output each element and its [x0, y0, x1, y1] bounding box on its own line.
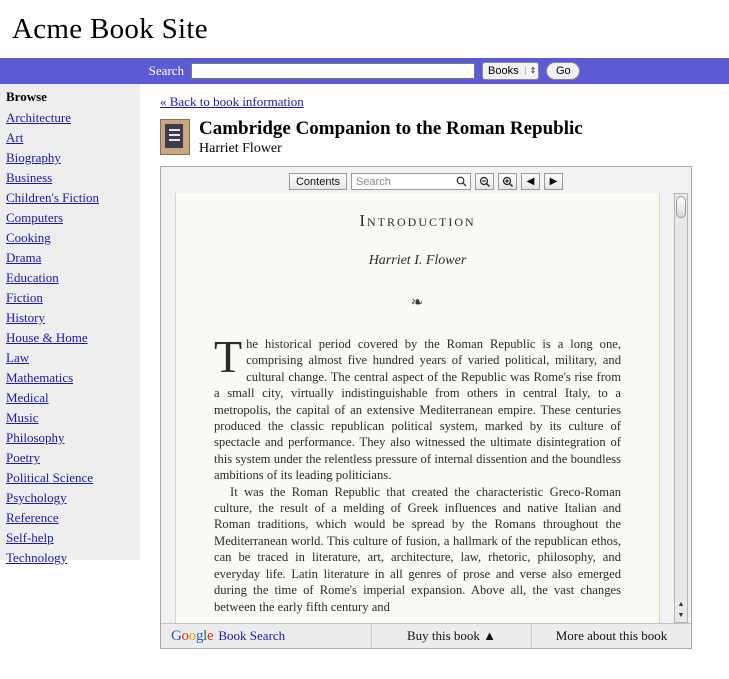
sidebar-heading: Browse — [6, 89, 47, 104]
page-paragraph-1 — [214, 331, 621, 484]
page-area — [161, 193, 691, 623]
search-scope-select[interactable] — [482, 62, 539, 80]
previous-page-icon[interactable]: ◀ — [521, 173, 540, 190]
book-page — [175, 193, 660, 623]
sidebar-item-education[interactable]: Education — [6, 270, 59, 285]
google-logo-icon — [171, 628, 213, 645]
buy-this-book-button[interactable]: Buy this book ▲ — [371, 624, 531, 648]
scroll-up-icon[interactable]: ▲ — [677, 601, 685, 608]
more-about-this-book-button[interactable]: More about this book — [531, 624, 691, 648]
book-search-brand — [161, 628, 371, 645]
logo-letter-g2: g — [195, 627, 204, 644]
page-chapter-title: Introduction — [359, 211, 476, 230]
sidebar-item-poetry[interactable]: Poetry — [6, 450, 40, 465]
site-header — [0, 0, 729, 58]
page-body — [0, 84, 729, 679]
logo-letter-o1: o — [181, 627, 189, 644]
logo-letter-g1: G — [171, 627, 182, 644]
sidebar-item-technology[interactable]: Technology — [6, 550, 68, 565]
book-header — [160, 119, 729, 157]
page-scrollbar[interactable] — [674, 193, 688, 623]
logo-letter-l: l — [203, 627, 208, 644]
viewer-footer — [161, 623, 691, 648]
sidebar-item-drama[interactable]: Drama — [6, 250, 42, 265]
site-title: Acme Book Site — [12, 12, 208, 45]
sidebar-item-law[interactable]: Law — [6, 350, 30, 365]
sidebar-item-house-and-home[interactable]: House & Home — [6, 330, 88, 345]
book-viewer — [160, 166, 692, 649]
viewer-search-input[interactable] — [351, 173, 471, 190]
sidebar-item-philosophy[interactable]: Philosophy — [6, 430, 65, 445]
sidebar-item-self-help[interactable]: Self-help — [6, 530, 54, 545]
sidebar-item-political-science[interactable]: Political Science — [6, 470, 94, 485]
ornament-icon: ❧ — [410, 295, 425, 311]
contents-button[interactable]: Contents — [289, 173, 347, 190]
page-paragraph-2: It was the Roman Republic that created the characteristic Greco-Roman culture, the result of a melding of Greek influences and native Italian and Roman traditions, which would be spread by the Romans throughout the Mediterranean world. This culture of fusion, a hallmark of the republican ethos, can be traced in literature, art, architecture, law, rhetoric, philosophy, and everyday life. Latin literature in all genres of prose and verse also emerged during the time of Rome's imperial expansion. Above all, the vast changes between the early fifth century and — [214, 484, 621, 614]
zoom-in-icon[interactable] — [498, 173, 517, 190]
zoom-out-icon[interactable] — [475, 173, 494, 190]
back-to-book-information-link[interactable]: « Back to book information — [160, 94, 304, 109]
sidebar-item-mathematics[interactable]: Mathematics — [6, 370, 74, 385]
sidebar-item-biography[interactable]: Biography — [6, 150, 61, 165]
search-icon[interactable] — [456, 176, 467, 190]
sidebar-item-art[interactable]: Art — [6, 130, 24, 145]
go-button[interactable]: Go — [546, 62, 580, 80]
sidebar-item-childrens-fiction[interactable]: Children's Fiction — [6, 190, 99, 205]
book-author: Harriet Flower — [199, 141, 282, 156]
sidebar-item-computers[interactable]: Computers — [6, 210, 64, 225]
book-cover-thumbnail-icon — [160, 119, 190, 155]
book-title: Cambridge Companion to the Roman Republic — [199, 118, 583, 139]
sidebar-item-history[interactable]: History — [6, 310, 45, 325]
logo-letter-o2: o — [188, 627, 196, 644]
logo-letter-e: e — [207, 627, 214, 644]
viewer-search-placeholder: Search — [356, 175, 391, 188]
search-input[interactable] — [191, 63, 475, 79]
sidebar-item-fiction[interactable]: Fiction — [6, 290, 43, 305]
sidebar-item-medical[interactable]: Medical — [6, 390, 49, 405]
scroll-down-icon[interactable]: ▼ — [677, 612, 685, 619]
sidebar-item-psychology[interactable]: Psychology — [6, 490, 67, 505]
page-text — [214, 331, 621, 615]
search-bar — [0, 58, 729, 84]
page-paragraph-1-text: he historical period covered by the Roman Republic is a long one, comprising almost five hundred years of varied political, military, and cultural change. The central aspect of the Republic was Rome's rise from a small city, virtually indistinguishable from others in central Italy, to a metropolis, the capital of an extensive Mediterranean empire. These centuries produced the classic republican political system, marked by its culture of spectacle and performance. They also witnessed the ultimate disintegration of this system under the relentless pressure of internal dissention and the boundless ambitions of its leading politicians. — [214, 337, 621, 483]
page-dropcap: T — [214, 331, 243, 382]
viewer-toolbar — [161, 167, 691, 193]
sidebar-item-music[interactable]: Music — [6, 410, 39, 425]
search-scope-value: Books — [488, 65, 519, 77]
book-search-label[interactable]: Book Search — [218, 628, 286, 643]
sidebar — [0, 84, 140, 565]
search-label: Search — [148, 63, 185, 78]
sidebar-item-reference[interactable]: Reference — [6, 510, 59, 525]
sidebar-item-cooking[interactable]: Cooking — [6, 230, 51, 245]
chevron-updown-icon: ⇕ — [525, 67, 537, 75]
page-chapter-author: Harriet I. Flower — [368, 253, 467, 268]
next-page-icon[interactable]: ▶ — [544, 173, 563, 190]
sidebar-item-architecture[interactable]: Architecture — [6, 110, 71, 125]
scrollbar-thumb[interactable] — [676, 196, 686, 218]
sidebar-item-business[interactable]: Business — [6, 170, 53, 185]
main-content — [140, 84, 729, 649]
